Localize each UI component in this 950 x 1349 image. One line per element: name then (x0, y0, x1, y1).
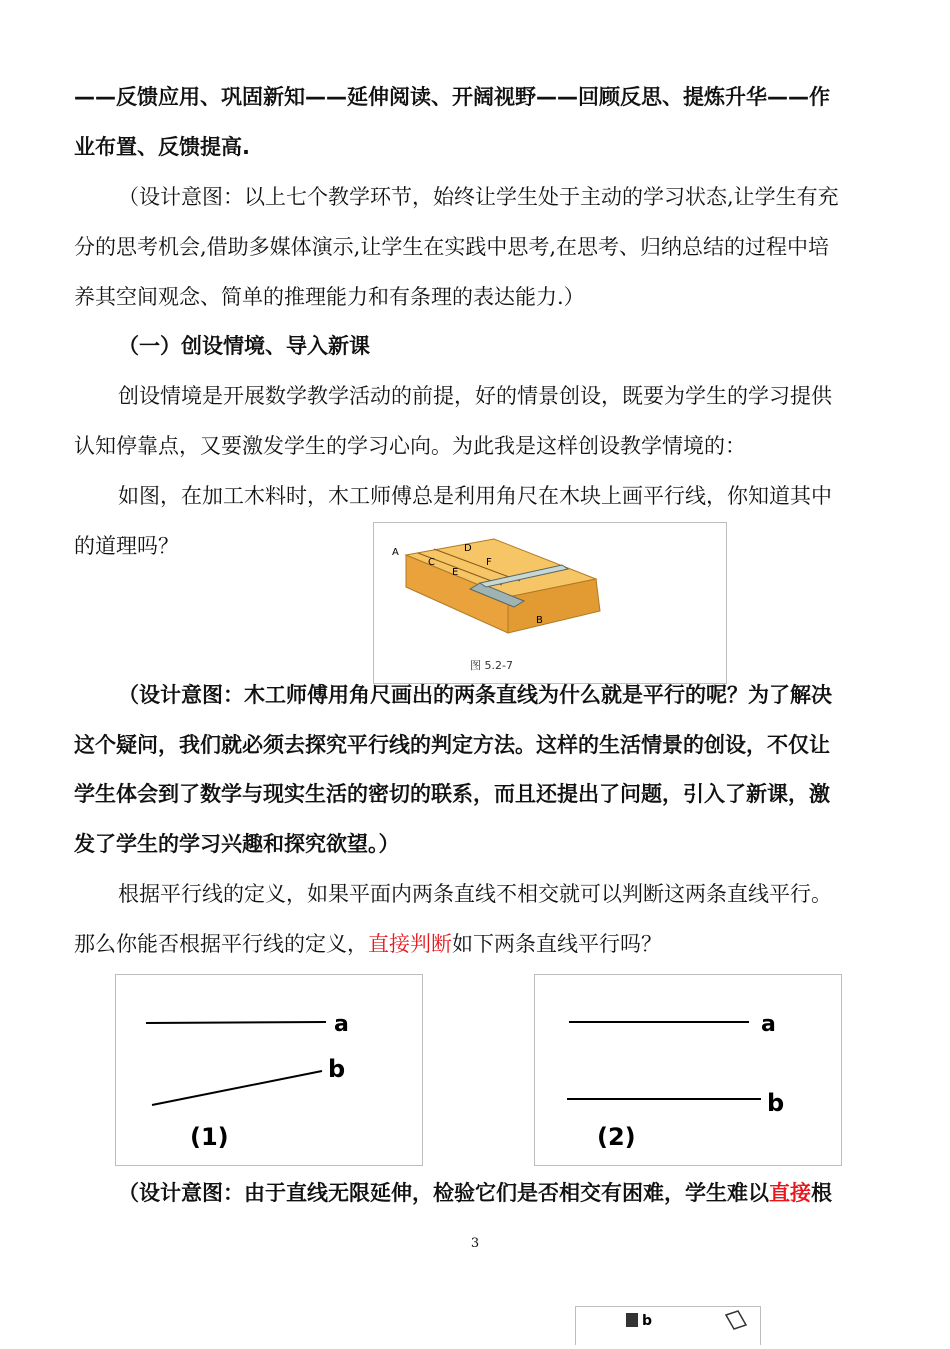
text-span: 根 (811, 1181, 832, 1205)
shape-fragment (626, 1313, 638, 1327)
text-span: （设计意图：由于直线无限延伸，检验它们是否相交有困难，学生难以 (118, 1181, 769, 1205)
text-line: 这个疑问，我们就必须去探究平行线的判定方法。这样的生活情景的创设，不仅让 (74, 733, 830, 757)
emphasis-text: 直接 (769, 1181, 811, 1205)
text-line: 养其空间观念、简单的推理能力和有条理的表达能力.） (74, 285, 585, 309)
figure-caption: (1) (190, 1123, 229, 1151)
lines-figure-2 (534, 974, 842, 1166)
partial-figure-drawing (576, 1307, 760, 1345)
lines-figure-1 (115, 974, 423, 1166)
text-line: 业布置、反馈提高. (74, 135, 250, 159)
intersecting-lines-diagram (116, 975, 422, 1165)
text-line: 创设情境是开展数学教学活动的前提，好的情景创设，既要为学生的学习提供 (118, 384, 832, 408)
point-label: B (536, 615, 543, 626)
text-line: 如图，在加工木料时，木工师傅总是利用角尺在木块上画平行线，你知道其中 (118, 484, 832, 508)
parallel-lines-diagram (535, 975, 841, 1165)
text-line: 根据平行线的定义，如果平面内两条直线不相交就可以判断这两条直线平行。 (118, 882, 832, 906)
text-line (74, 929, 880, 959)
point-label: E (452, 567, 459, 578)
line-a-label: a (761, 1012, 776, 1037)
line-b-label: b (767, 1089, 785, 1117)
text-span: 那么你能否根据平行线的定义， (74, 932, 368, 956)
text-line: 学生体会到了数学与现实生活的密切的联系，而且还提出了问题，引入了新课，激 (74, 782, 830, 806)
emphasis-text: 直接判断 (368, 932, 452, 956)
page-number: 3 (470, 1236, 480, 1251)
text-line (118, 1178, 880, 1208)
figure-caption: 图 5.2-7 (470, 659, 513, 672)
partial-next-figure (575, 1306, 761, 1345)
text-line: （设计意图：木工师傅用角尺画出的两条直线为什么就是平行的呢？为了解决 (118, 683, 832, 707)
line-b-label: b (642, 1313, 653, 1329)
line-b (152, 1071, 322, 1105)
point-label: A (392, 547, 399, 558)
point-label: C (428, 557, 435, 568)
text-line: ——反馈应用、巩固新知——延伸阅读、开阔视野——回顾反思、提炼升华——作 (74, 85, 830, 109)
point-label: F (486, 557, 492, 568)
figure-caption: (2) (597, 1123, 636, 1151)
section-heading: （一）创设情境、导入新课 (118, 334, 370, 358)
text-line: （设计意图：以上七个教学环节，始终让学生处于主动的学习状态,让学生有充 (118, 185, 839, 209)
line-a (146, 1022, 326, 1023)
text-line: 认知停靠点，又要激发学生的学习心向。为此我是这样创设教学情境的： (74, 434, 746, 458)
woodworking-figure (373, 522, 727, 684)
text-line: 发了学生的学习兴趣和探究欲望。） (74, 832, 400, 856)
text-line: 的道理吗？ (74, 534, 179, 558)
wood-block-illustration (374, 523, 726, 683)
line-a-label: a (334, 1012, 349, 1037)
line-b-label: b (328, 1055, 346, 1083)
point-label: D (464, 543, 472, 554)
text-line: 分的思考机会,借助多媒体演示,让学生在实践中思考,在思考、归纳总结的过程中培 (74, 235, 830, 259)
text-span: 如下两条直线平行吗？ (452, 932, 662, 956)
shape-fragment (726, 1311, 746, 1329)
